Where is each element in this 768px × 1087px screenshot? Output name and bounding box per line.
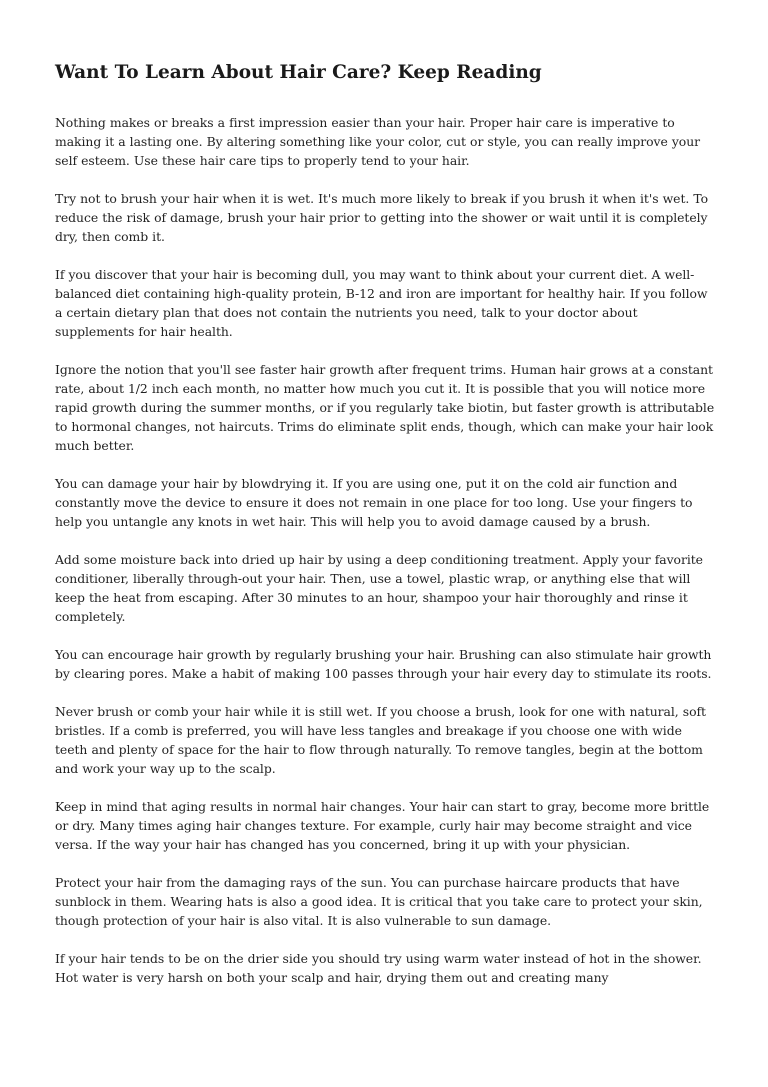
- body-paragraph: Ignore the notion that you'll see faster hair growth after frequent trims. Human hair grows at a constant rate, about 1/2 inch each month, no matter how much you cut it. It is possible that you will notice more rapid growth during the summer months, or if you regularly take biotin, but faster growth is attributable to hormonal changes, not haircuts. Trims do eliminate split ends, though, which can make your hair look much better.: [55, 362, 715, 453]
- body-paragraph: Nothing makes or breaks a first impression easier than your hair. Proper hair care is imperative to making it a lasting one. By altering something like your color, cut or style, you can really improve your self esteem. Use these hair care tips to properly tend to your hair.: [55, 115, 701, 168]
- body-paragraph: If your hair tends to be on the drier side you should try using warm water instead of hot in the shower. Hot water is very harsh on both your scalp and hair, drying them out and creating many: [55, 951, 702, 985]
- body-paragraph: Add some moisture back into dried up hair by using a deep conditioning treatment. Apply your favorite conditioner, liberally through-out your hair. Then, use a towel, plastic wrap, or anything else that will keep the heat from escaping. After 30 minutes to an hour, shampoo your hair thoroughly and rinse it completely.: [55, 552, 703, 624]
- body-paragraph: You can damage your hair by blowdrying it. If you are using one, put it on the cold air function and constantly move the device to ensure it does not remain in one place for too long. Use your fingers to help you untangle any knots in wet hair. This will help you to avoid damage caused by a brush.: [55, 476, 693, 529]
- document-body: [55, 113, 715, 987]
- document-page: [55, 60, 715, 1006]
- document-title: Want To Learn About Hair Care? Keep Reading: [55, 62, 542, 83]
- body-paragraph: Never brush or comb your hair while it is still wet. If you choose a brush, look for one with natural, soft bristles. If a comb is preferred, you will have less tangles and breakage if you choose one with wide teeth and plenty of space for the hair to flow through naturally. To remove tangles, begin at the bottom and work your way up to the scalp.: [55, 704, 706, 776]
- body-paragraph: If you discover that your hair is becoming dull, you may want to think about your current diet. A well-balanced diet containing high-quality protein, B-12 and iron are important for healthy hair. If you follow a certain dietary plan that does not contain the nutrients you need, talk to your doctor about supplements for hair health.: [55, 267, 708, 339]
- body-paragraph: Protect your hair from the damaging rays of the sun. You can purchase haircare products that have sunblock in them. Wearing hats is also a good idea. It is critical that you take care to protect your skin, though protection of your hair is also vital. It is also vulnerable to sun damage.: [55, 875, 703, 928]
- body-paragraph: You can encourage hair growth by regularly brushing your hair. Brushing can also stimulate hair growth by clearing pores. Make a habit of making 100 passes through your hair every day to stimulate its roots.: [55, 647, 712, 681]
- body-paragraph: Keep in mind that aging results in normal hair changes. Your hair can start to gray, become more brittle or dry. Many times aging hair changes texture. For example, curly hair may become straight and vice versa. If the way your hair has changed has you concerned, bring it up with your physician.: [55, 799, 710, 852]
- body-paragraph: Try not to brush your hair when it is wet. It's much more likely to break if you brush it when it's wet. To reduce the risk of damage, brush your hair prior to getting into the shower or wait until it is completely dry, then comb it.: [55, 191, 709, 244]
